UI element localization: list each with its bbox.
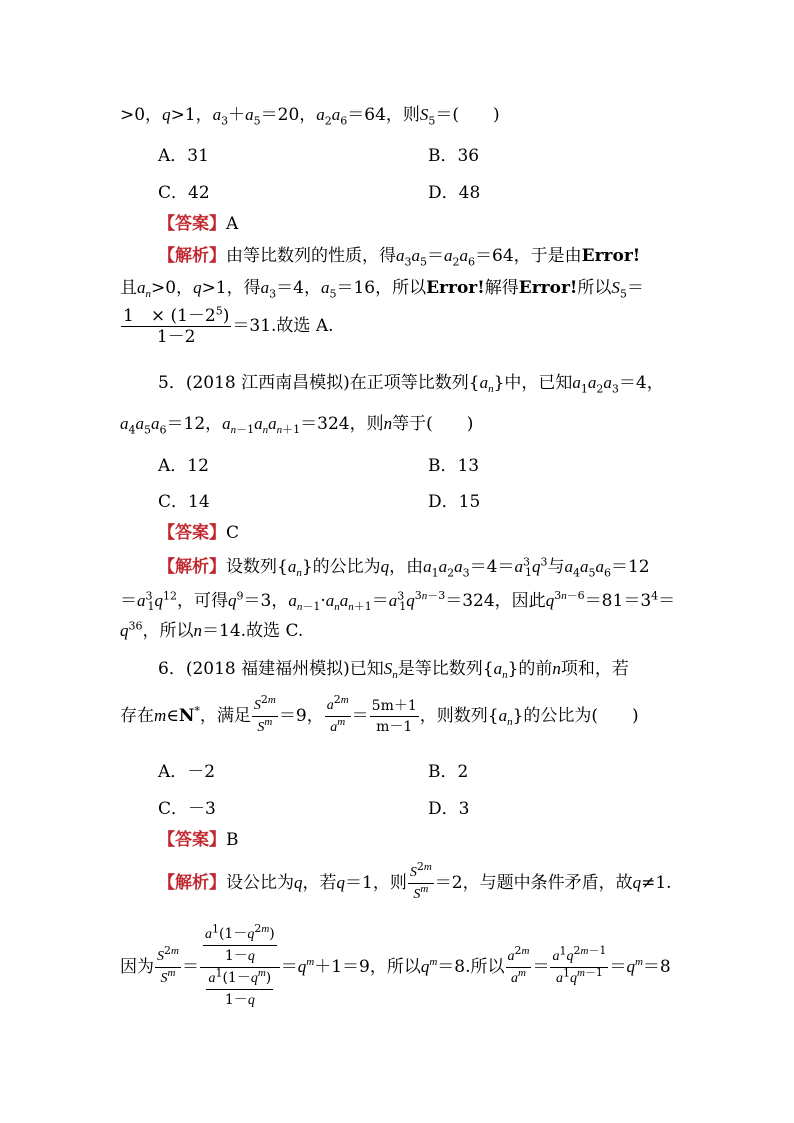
q5-analysis-line-2: $=a^3_1q^{12}$，可得$q^9=3$，$a_{n-1}\cdot a_na_{n+1}=a^3_1q^{3n-3}=324$，因此$q^{3n-6}=81=3^4=$ <box>120 589 676 614</box>
q6-analysis-line-1: 【解析】设公比为q，若q＝1，则 $\frac{S^{2m}}{S^m}$ ＝2，与题中条件矛盾，故q≠1. <box>158 860 672 902</box>
analysis-tag: 【解析】 <box>158 246 226 266</box>
q6-stem-line-1: 6．(2018 福建福州模拟)已知$S_n$是等比数列$\{a_n\}$的前n项和，若 <box>158 659 629 682</box>
q4-analysis-line-2: 且$a_n>0$，q>1，得$a_3=4$，$a_5=16$，所以Error!解得Error!所以$S_5=$ <box>120 278 644 301</box>
q5-option-a[interactable]: A．12 <box>158 456 209 476</box>
q5-stem-line-2: $a_4a_5a_6=12$，$a_{n-1}a_na_{n+1}=324$，则n等于( ) <box>120 414 474 437</box>
q4-answer: 【答案】A <box>158 214 239 234</box>
q5-answer: 【答案】C <box>158 523 240 543</box>
compound-fraction: $\frac{\frac{a^1(1-q^{2m})}{1-q}}{\frac{a^1(1-q^m)}{1-q}}$ <box>200 924 280 1011</box>
q5-analysis-line-1: 【解析】设数列$\{a_n\}$的公比为q，由$a_1a_2a_3=4=a^3_1q^3$与$a_4a_5a_6=12$ <box>158 555 650 580</box>
q5-analysis-line-3: $q^{36}$，所以n＝14.故选 C. <box>120 619 304 641</box>
q5-option-c[interactable]: C．14 <box>158 492 210 512</box>
q4-option-b[interactable]: B．36 <box>428 146 480 166</box>
q4-analysis-line-3: $\frac{1 \times (1-2^5)}{1-2}$ ＝31.故选 A. <box>123 304 334 347</box>
q4-analysis-line-1: 【解析】由等比数列的性质，得$a_3a_5=a_2a_6=64$，于是由Error! <box>158 246 641 269</box>
q4-option-a[interactable]: A．31 <box>158 146 209 166</box>
q4-stem-tail: >0，q>1，$a_3+a_5=20$，$a_2a_6=64$，则$S_5=$( ) <box>120 105 500 128</box>
q6-option-c[interactable]: C．－3 <box>158 799 216 819</box>
q5-option-d[interactable]: D．15 <box>428 492 481 512</box>
q6-stem-line-2: 存在m∈N*，满足 $\frac{S^{2m}}{S^m}$ ＝9， $\frac{a^{2m}}{a^m}$ ＝ $\frac{5m+1}{m-1}$ ，则数列$\{a_n\}$的公比为( ) <box>120 693 639 735</box>
q6-answer: 【答案】B <box>158 830 239 850</box>
q5-stem-line-1: 5．(2018 江西南昌模拟)在正项等比数列$\{a_n\}$中，已知$a_1a_2a_3=4$， <box>158 373 664 396</box>
answer-tag: 【答案】 <box>158 214 226 234</box>
q6-option-d[interactable]: D．3 <box>428 799 470 819</box>
q6-option-b[interactable]: B．2 <box>428 762 469 782</box>
q5-option-b[interactable]: B．13 <box>428 456 480 476</box>
q6-analysis-line-2: 因为 $\frac{S^{2m}}{S^m}$ ＝ $\frac{\frac{a^1(1-q^{2m})}{1-q}}{\frac{a^1(1-q^m)}{1-q}}$ $=q^m+1=9$，所以$q^m=8$.所以 $\frac{a^{2m}}{a^m}$ ＝ $\frac{a^1q^{2m-1}}{a^1q^{m-1}}$ $=q^m=8$ <box>120 924 671 1011</box>
sum-formula-fraction: $\frac{1 \times (1-2^5)}{1-2}$ <box>123 304 230 347</box>
q4-option-c[interactable]: C．42 <box>158 183 210 203</box>
q4-option-d[interactable]: D．48 <box>428 183 481 203</box>
q6-option-a[interactable]: A．－2 <box>158 762 216 782</box>
